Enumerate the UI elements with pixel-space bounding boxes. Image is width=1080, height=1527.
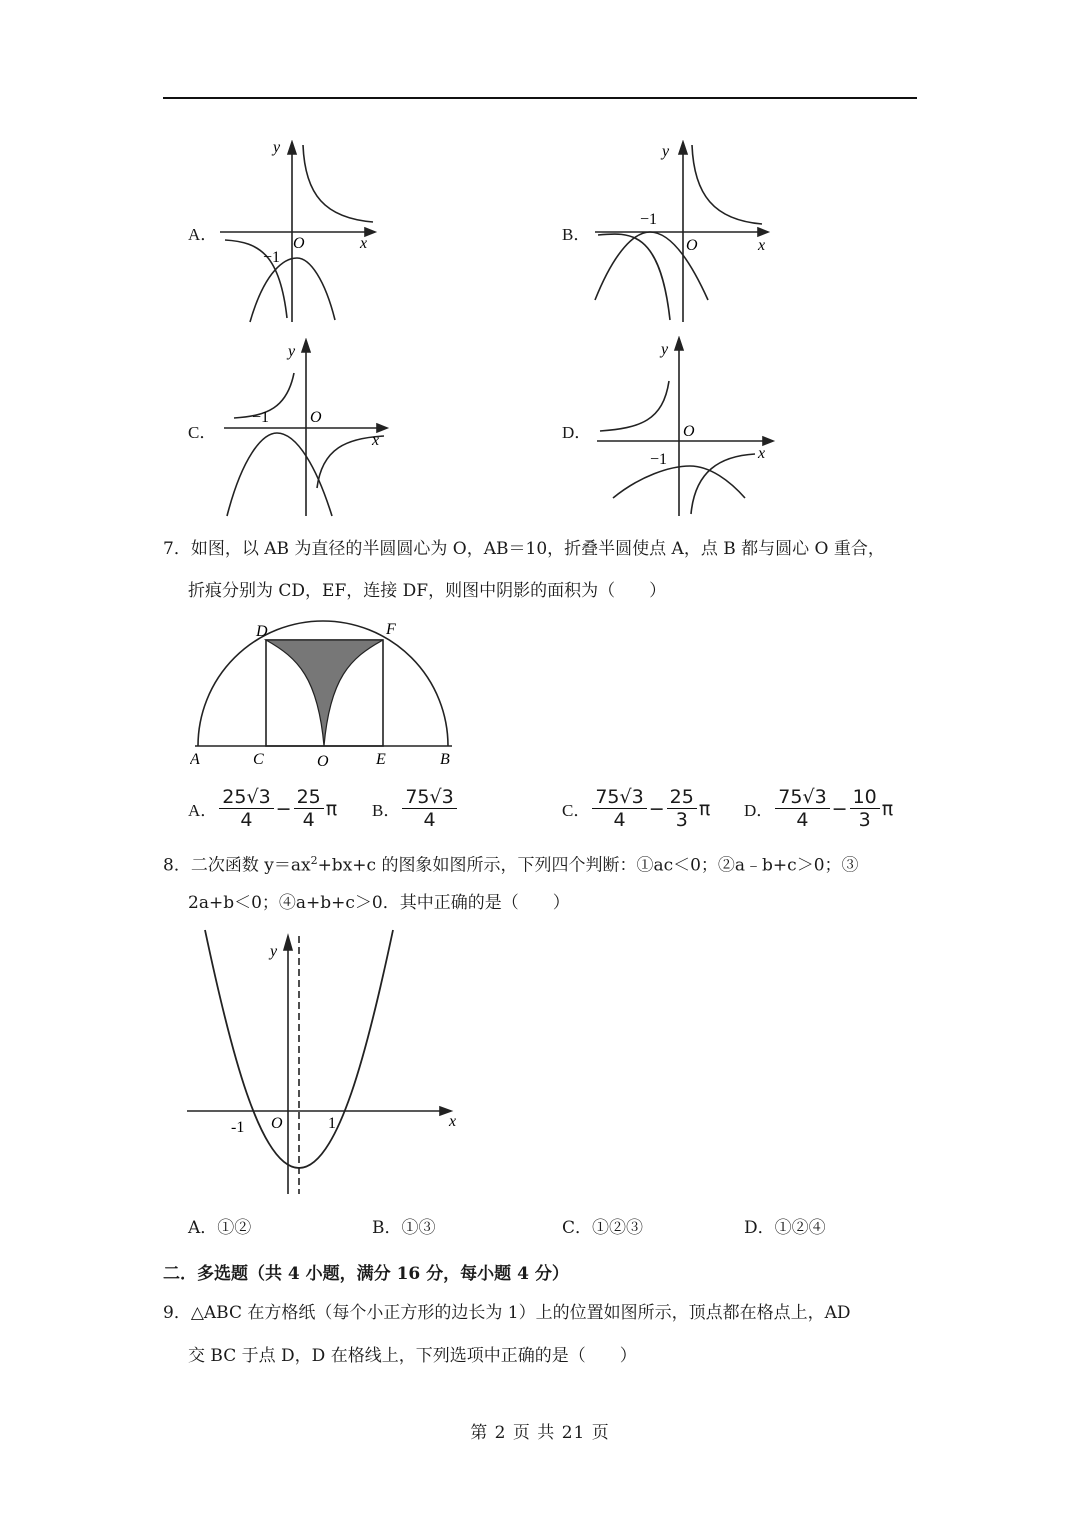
q7-line1: 7．如图，以 AB 为直径的半圆圆心为 O，AB＝10，折叠半圆使点 A，点 B 都与圆心 O 重合， xyxy=(163,539,885,559)
graph-b-minus1-label: −1 xyxy=(640,211,658,228)
q8-line2: 2a+b＜0；④a+b+c＞0．其中正确的是（ ） xyxy=(188,893,570,913)
page-footer: 第 2 页 共 21 页 xyxy=(470,1423,610,1443)
q6-option-a-label[interactable]: A． xyxy=(188,225,218,244)
point-o-label: O xyxy=(317,753,329,770)
q6-option-c-label[interactable]: C． xyxy=(188,423,217,442)
q8-choice-b[interactable]: B．①③ xyxy=(372,1218,436,1238)
point-c-label: C xyxy=(253,751,264,768)
q6-option-d-label[interactable]: D． xyxy=(562,423,592,442)
q6-graph-c[interactable] xyxy=(222,338,392,518)
q6-graph-b[interactable] xyxy=(590,140,775,325)
q8-one-label: 1 xyxy=(328,1115,336,1132)
graph-c-minus1-label: −1 xyxy=(252,409,270,426)
q6-graph-d[interactable] xyxy=(595,336,780,518)
graph-c-y-label: y xyxy=(288,343,296,360)
graph-a-x-label: x xyxy=(360,235,368,252)
q6-option-b-label[interactable]: B． xyxy=(562,225,591,244)
section-heading: 二．多选题（共 4 小题，满分 16 分，每小题 4 分） xyxy=(163,1264,569,1284)
graph-a-y-label: y xyxy=(273,140,281,156)
q7-a-fraction1: $\frac{25√3}{4}$ xyxy=(219,786,273,831)
point-e-label: E xyxy=(376,751,386,768)
q8-origin-label: O xyxy=(271,1115,283,1132)
q8-minus1-label: -1 xyxy=(231,1119,245,1136)
q7-d-fraction2: $\frac{10}{3}$ xyxy=(850,786,880,831)
q8-parabola-graph[interactable] xyxy=(185,928,465,1196)
graph-a-minus1-label: −1 xyxy=(263,249,281,266)
q9-line1: 9．△ABC 在方格纸（每个小正方形的边长为 1）上的位置如图所示，顶点都在格点上，AD xyxy=(163,1303,851,1323)
q8-choice-a[interactable]: A．①② xyxy=(188,1218,252,1238)
q7-c-fraction2: $\frac{25}{3}$ xyxy=(667,786,697,831)
q7-c-fraction1: $\frac{75√3}{4}$ xyxy=(592,786,646,831)
q8-y-label: y xyxy=(270,943,278,960)
graph-d-y-label: y xyxy=(661,341,669,358)
graph-c-x-label: x xyxy=(372,432,380,449)
graph-b-x-label: x xyxy=(758,237,766,254)
q9-line2: 交 BC 于点 D，D 在格线上，下列选项中正确的是（ ） xyxy=(188,1346,637,1366)
graph-a-origin-label: O xyxy=(293,235,305,252)
q8-choice-d[interactable]: D．①②④ xyxy=(744,1218,826,1238)
q6-graph-a[interactable] xyxy=(215,140,380,325)
graph-d-minus1-label: −1 xyxy=(650,451,668,468)
point-f-label: F xyxy=(386,621,396,638)
q8-x-label: x xyxy=(449,1113,457,1130)
q7-line2: 折痕分别为 CD，EF，连接 DF，则图中阴影的面积为（ ） xyxy=(188,581,667,601)
q8-choice-c[interactable]: C．①②③ xyxy=(562,1218,644,1238)
graph-d-x-label: x xyxy=(758,445,766,462)
q7-b-fraction1: $\frac{75√3}{4}$ xyxy=(402,786,456,831)
q7-d-fraction1: $\frac{75√3}{4}$ xyxy=(775,786,829,831)
q7-semicircle-figure[interactable] xyxy=(190,618,460,776)
q8-line1: 8．二次函数 $y=ax^2+bx+c$ 的图象如图所示，下列四个判断：①ac＜0；②a﹣b+c＞0；③ xyxy=(163,854,859,876)
graph-c-origin-label: O xyxy=(310,409,322,426)
point-a-label: A xyxy=(190,751,200,768)
graph-b-origin-label: O xyxy=(686,237,698,254)
graph-b-y-label: y xyxy=(662,143,670,160)
header-rule xyxy=(163,97,917,99)
graph-d-origin-label: O xyxy=(683,423,695,440)
q7-choice-b[interactable]: B． $\frac{75√3}{4}$ xyxy=(372,786,459,831)
point-b-label: B xyxy=(440,751,450,768)
q7-a-fraction2: $\frac{25}{4}$ xyxy=(294,786,324,831)
q7-choice-d[interactable]: D． $\frac{75√3}{4}$ − $\frac{10}{3}$ π xyxy=(744,786,894,831)
point-d-label: D xyxy=(256,623,268,640)
q7-choice-a[interactable]: A． $\frac{25√3}{4}$ − $\frac{25}{4}$ π xyxy=(188,786,338,831)
q7-choice-c[interactable]: C． $\frac{75√3}{4}$ − $\frac{25}{3}$ π xyxy=(562,786,711,831)
